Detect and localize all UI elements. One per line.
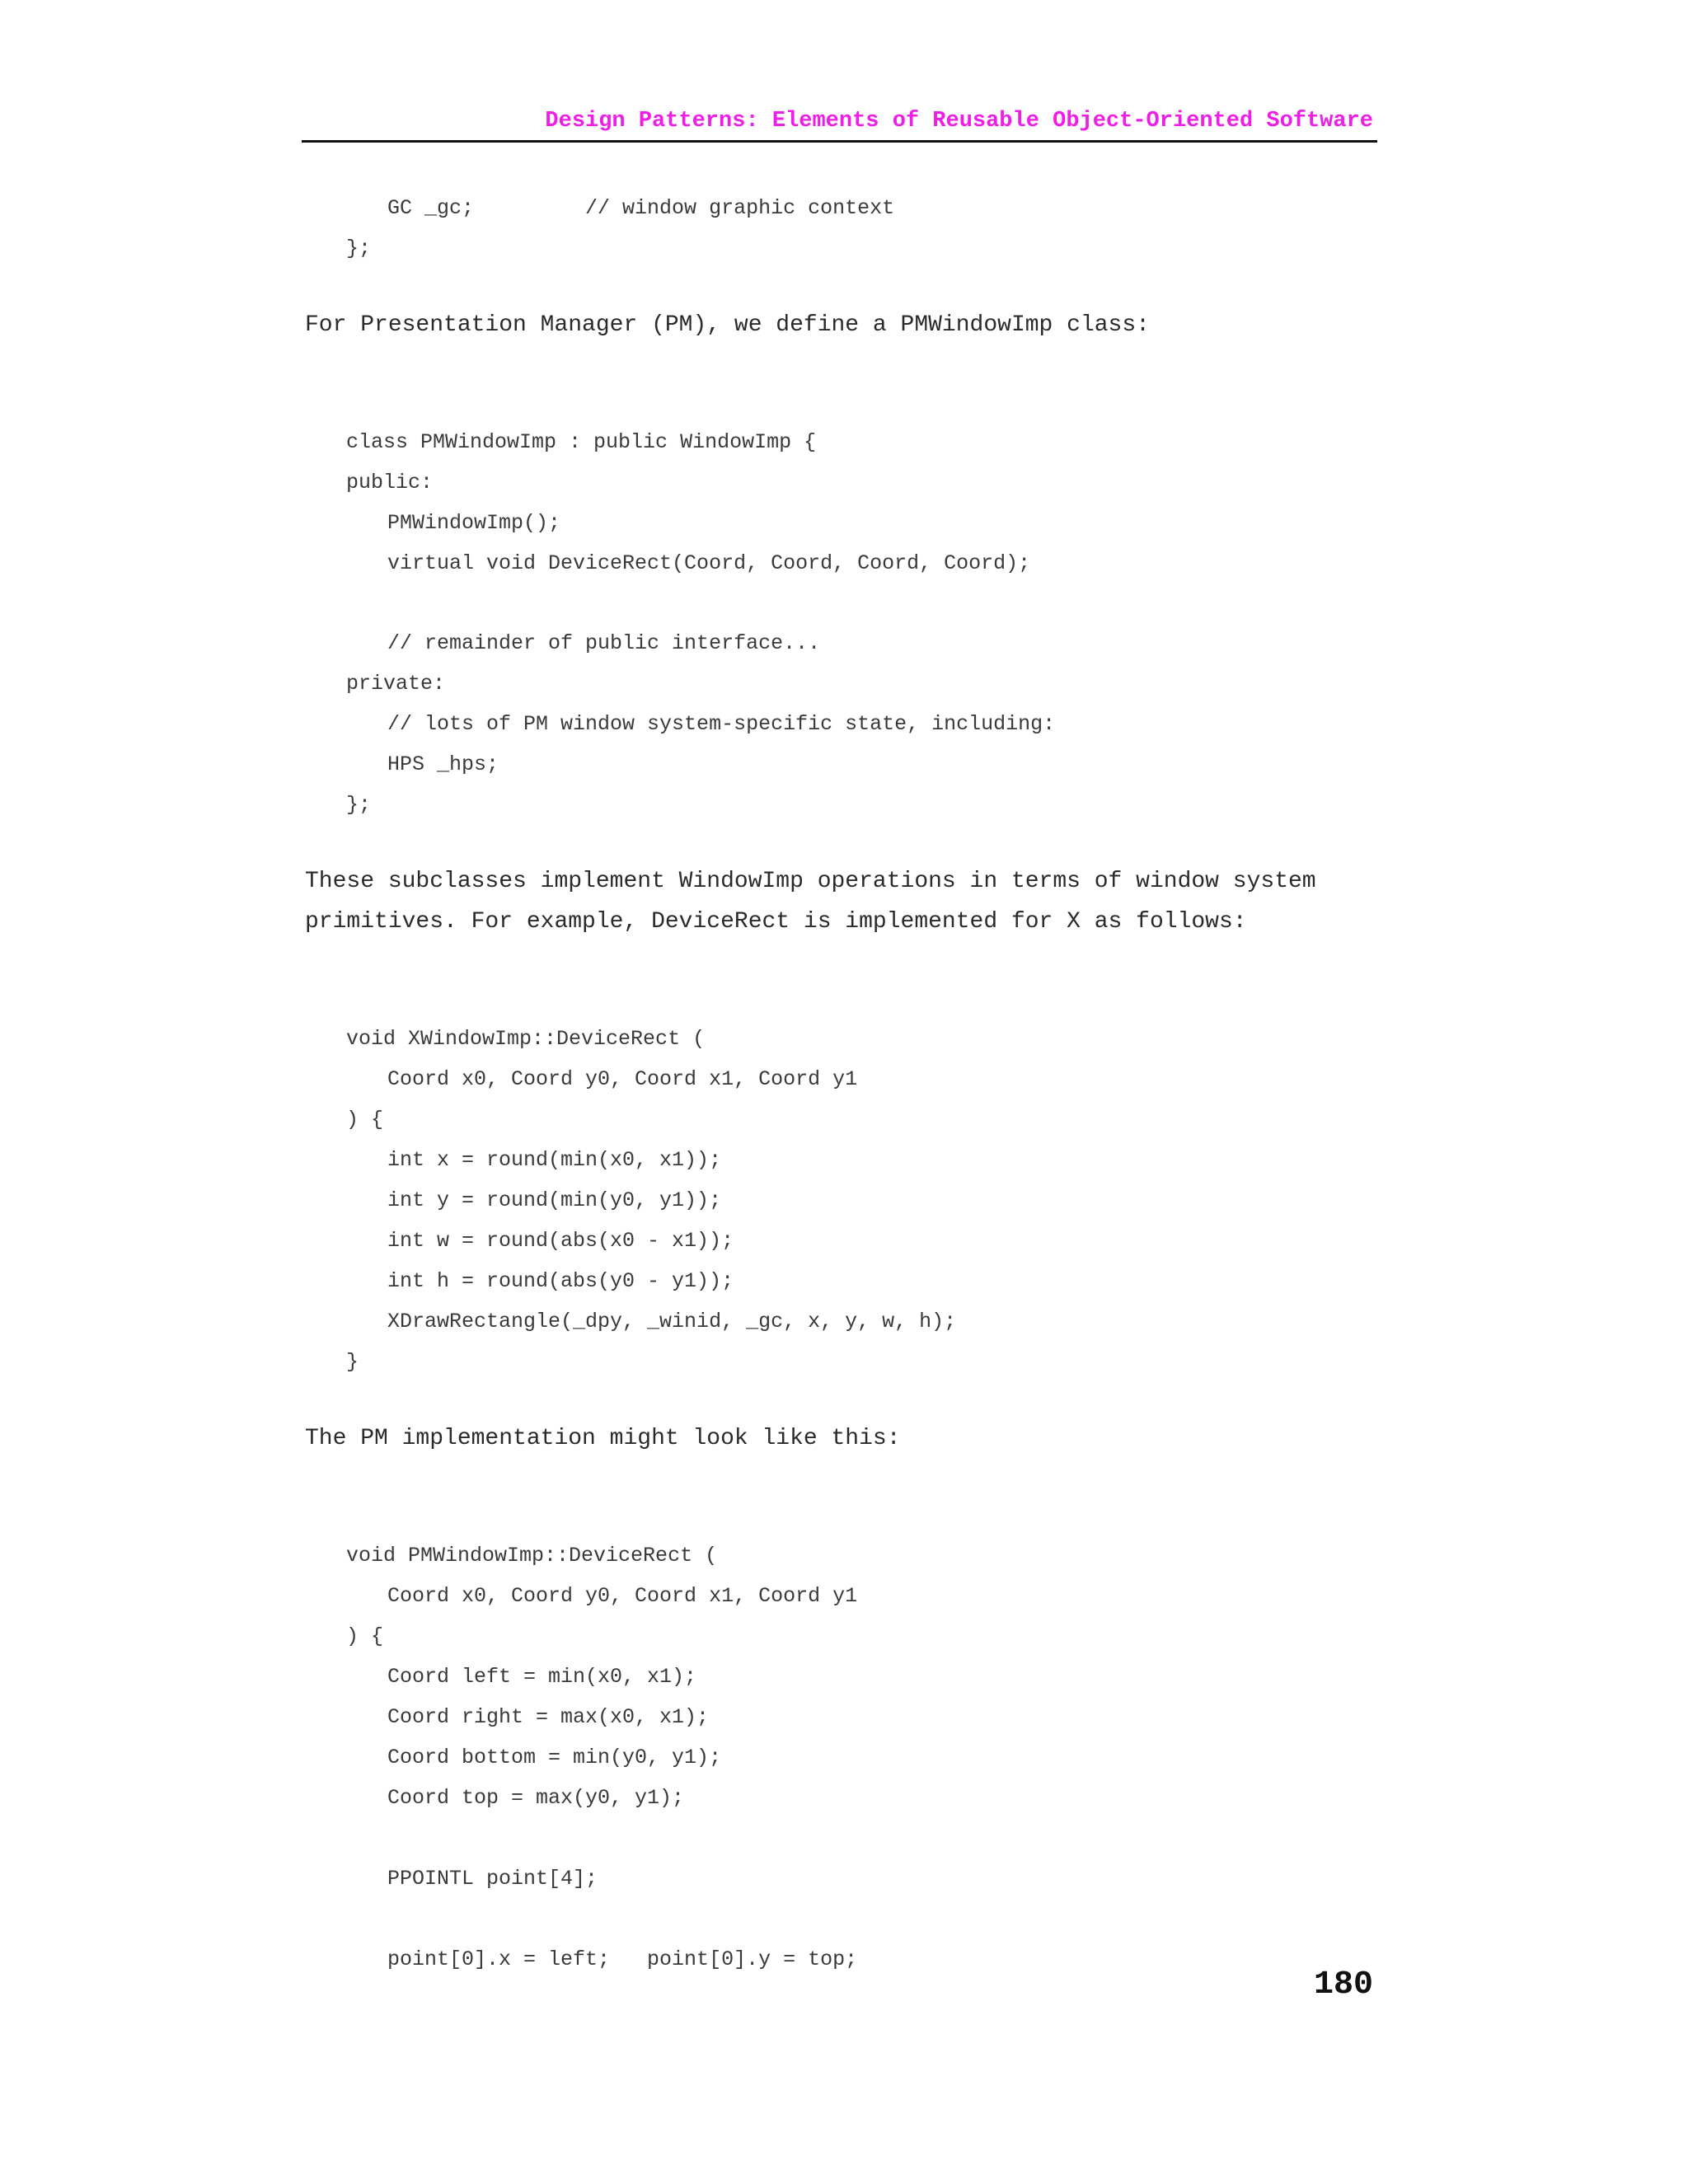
code-line: ) { <box>346 1624 384 1648</box>
running-header-title: Design Patterns: Elements of Reusable Object-Oriented Software <box>545 109 1373 134</box>
code-line: // lots of PM window system-specific state, including: <box>387 712 1056 736</box>
code-line: }; <box>346 793 372 817</box>
code-line: void XWindowImp::DeviceRect ( <box>346 1027 706 1051</box>
prose-line: The PM implementation might look like this: <box>305 1426 901 1451</box>
code-line: Coord bottom = min(y0, y1); <box>387 1746 722 1769</box>
code-line: private: <box>346 672 446 696</box>
code-line: public: <box>346 471 434 494</box>
code-line: int x = round(min(x0, x1)); <box>387 1148 722 1172</box>
code-line: ) { <box>346 1108 384 1132</box>
code-line: PMWindowImp(); <box>387 511 561 535</box>
code-line: HPS _hps; <box>387 752 499 776</box>
prose-line: For Presentation Manager (PM), we define a PMWindowImp class: <box>305 312 1150 338</box>
code-line: point[0].x = left; point[0].y = top; <box>387 1947 858 1971</box>
prose-line: primitives. For example, DeviceRect is implemented for X as follows: <box>305 909 1247 935</box>
code-line: int h = round(abs(y0 - y1)); <box>387 1269 734 1293</box>
code-line: Coord x0, Coord y0, Coord x1, Coord y1 <box>387 1584 858 1608</box>
code-line: Coord top = max(y0, y1); <box>387 1786 685 1810</box>
header-rule <box>302 140 1377 143</box>
code-line: }; <box>346 237 372 260</box>
code-line: Coord right = max(x0, x1); <box>387 1705 710 1729</box>
code-line: GC _gc; // window graphic context <box>387 196 895 220</box>
code-line: Coord left = min(x0, x1); <box>387 1665 697 1689</box>
code-line: virtual void DeviceRect(Coord, Coord, Coord, Coord); <box>387 551 1031 575</box>
code-line: } <box>346 1350 359 1374</box>
code-line: int y = round(min(y0, y1)); <box>387 1188 722 1212</box>
code-line: // remainder of public interface... <box>387 631 821 655</box>
code-line: class PMWindowImp : public WindowImp { <box>346 430 817 454</box>
code-line: XDrawRectangle(_dpy, _winid, _gc, x, y, w, h); <box>387 1310 957 1333</box>
page-number: 180 <box>1313 1966 1373 2004</box>
code-line: void PMWindowImp::DeviceRect ( <box>346 1544 718 1568</box>
code-line: Coord x0, Coord y0, Coord x1, Coord y1 <box>387 1067 858 1091</box>
prose-line: These subclasses implement WindowImp operations in terms of window system <box>305 869 1316 894</box>
code-line: int w = round(abs(x0 - x1)); <box>387 1229 734 1253</box>
code-line: PPOINTL point[4]; <box>387 1867 598 1891</box>
